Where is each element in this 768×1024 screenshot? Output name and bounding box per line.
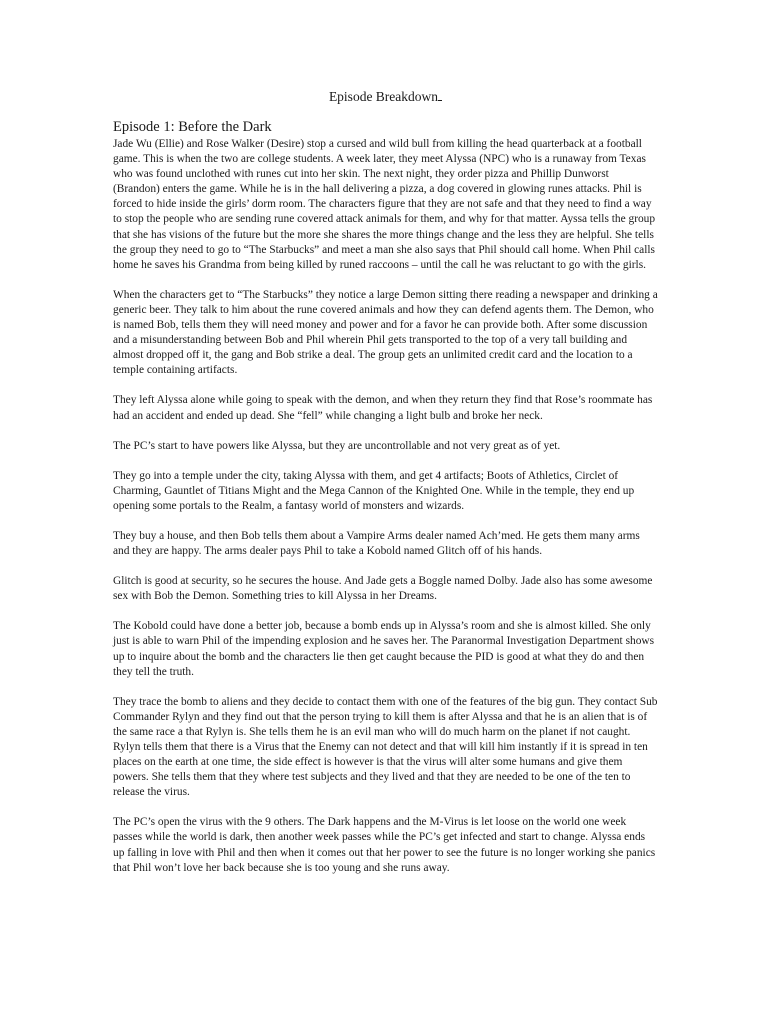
paragraph-6: They buy a house, and then Bob tells them about a Vampire Arms dealer named Ach’med. He gets them many arms and they are happy. The arms dealer pays Phil to take a Kobold named Glitch off of his hands. xyxy=(113,529,640,558)
paragraph-4: The PC’s start to have powers like Alyssa, but they are uncontrollable and not very great as of yet. xyxy=(113,439,561,452)
paragraph-2: When the characters get to “The Starbucks” they notice a large Demon sitting there reading a newspaper and drinking a generic beer. They talk to him about the rune covered animals and how they can defend agents them. The Demon, who is named Bob, tells them they will need money and power and for a favor he can provide both. After some discussion and a misunderstanding between Bob and Phil wherein Phil gets transported to the top of a very tall building and almost dropped off it, the gang and Bob strike a deal. The group gets an unlimited credit card and the location to a temple containing artifacts. xyxy=(113,288,658,377)
document-title xyxy=(113,88,658,105)
paragraph-9: They trace the bomb to aliens and they decide to contact them with one of the features of the big gun. They contact Sub Commander Rylyn and they find out that the person trying to kill them is after Alyssa and that he is an alien that is of the same race a that Rylyn is. She tells them he is an evil man who will do much harm on the planet if not caught. Rylyn tells them that there is a Virus that the Enemy can not detect and that will kill him instantly if it is spread in ten places on the earth at one time, the side effect is however is that the virus will alter some humans and give them powers. She tells them that they where test subjects and they lived and that they are needed to be one of the ten to release the virus. xyxy=(113,695,658,799)
title-underline-mark xyxy=(438,88,442,101)
document-title-text: Episode Breakdown xyxy=(328,89,439,104)
paragraph-7: Glitch is good at security, so he secures the house. And Jade gets a Boggle named Dolby. Jade also has some awesome sex with Bob the Demon. Something tries to kill Alyssa in her Dreams. xyxy=(113,575,653,603)
paragraph-10: The PC’s open the virus with the 9 others. The Dark happens and the M-Virus is let loose on the world one week passes while the world is dark, then another week passes while the PC’s get infected and start to change. Alyssa ends up falling in love with Phil and then when it comes out that her power to see the future is no longer working she panics that Phil won’t love her back because she is too young and she runs away. xyxy=(113,816,656,874)
paragraph-1: Jade Wu (Ellie) and Rose Walker (Desire) stop a cursed and wild bull from killing the head quarterback at a football game. This is when the two are college students. A week later, they meet Alyssa (NPC) who is a runaway from Texas who was found unclothed with runes cut into her skin. The next night, they order pizza and Phillip Dunworst (Brandon) enters the game. While he is in the hall delivering a pizza, a dog covered in glowing runes attacks. Phil is forced to hide inside the girls’ dorm room. The characters figure that they are not safe and that they need to find a way to stop the people who are sending rune covered attack animals for them, and why for that matter. Ayssa tells the group that she has visions of the future but the more she shares the more things change and the less they are helpful. She tells the group they need to go to “The Starbucks” and meet a man she also says that Phil should call home. When Phil calls home he saves his Grandma from being killed by runed raccoons – until the call he was reluctant to go with the girls. xyxy=(113,138,656,271)
paragraph-3: They left Alyssa alone while going to speak with the demon, and when they return they find that Rose’s roommate has had an accident and ended up dead. She “fell” while changing a light bulb and broke her neck. xyxy=(113,394,653,422)
paragraph-8: The Kobold could have done a better job, because a bomb ends up in Alyssa’s room and she is almost killed. She only just is able to warn Phil of the impending explosion and he saves her. The Paranormal Investigation Department shows up to inquire about the bomb and the characters lie then get caught because the PID is good at what they do and then they tell the truth. xyxy=(113,620,655,678)
episode-heading: Episode 1: Before the Dark xyxy=(113,119,272,135)
document-page xyxy=(113,88,658,891)
paragraph-5: They go into a temple under the city, taking Alyssa with them, and get 4 artifacts; Boots of Athletics, Circlet of Charming, Gauntlet of Titians Might and the Mega Cannon of the Knighted One. While in the temple, they end up opening some portals to the Realm, a fantasy world of monsters and wizards. xyxy=(113,469,635,512)
